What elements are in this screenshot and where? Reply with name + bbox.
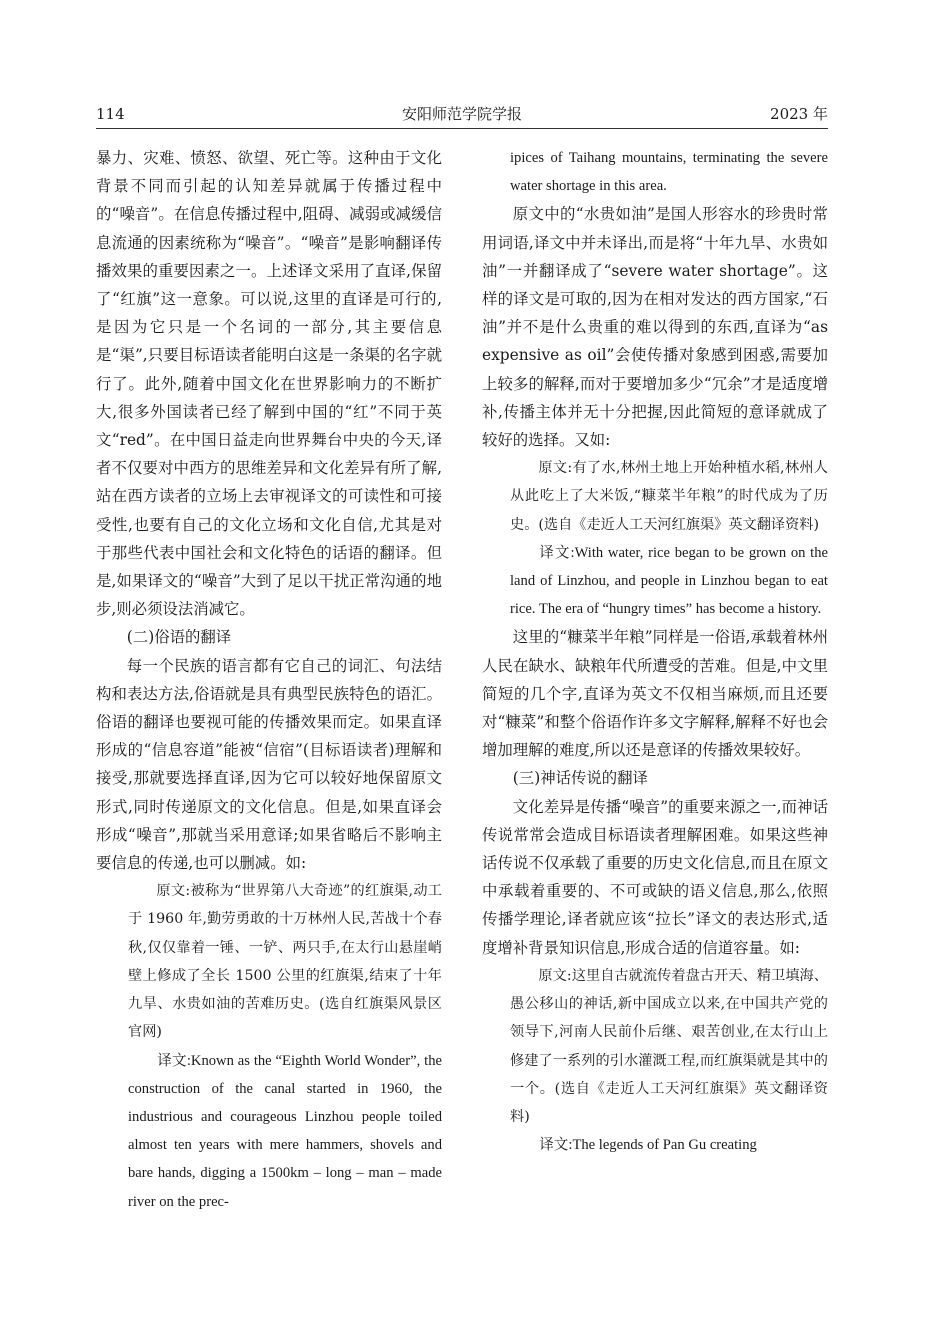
quote-label: 原文: [538, 460, 573, 477]
quote-text: 被称为“世界第八大奇迹”的红旗渠,动工于 1960 年,勤劳勇敢的十万林州人民,苦战十个春秋,仅仅靠着一锤、一铲、两只手,在太行山悬崖峭壁上修成了全长 1500 公里的红旗渠,结束了十年九旱、水贵如油的苦难历史。(选自红旗渠风景区官网) [128, 883, 442, 1041]
header-rule [96, 128, 828, 129]
paragraph: 原文中的“水贵如油”是国人形容水的珍贵时常用词语,译文中并未译出,而是将“十年九旱、水贵如油”一并翻译成了“severe water shortage”。这样的译文是可取的,因为在相对发达的西方国家,“石油”并不是什么贵重的难以得到的东西,直译为“as expensive as oil”会使传播对象感到困惑,需要加上较多的解释,而对于要增加多少“冗余”才是适度增补,传播主体并无十分把握,因此简短的意译就成了较好的选择。又如: [482, 205, 828, 450]
quote-text: 这里自古就流传着盘古开天、精卫填海、愚公移山的神话,新中国成立以来,在中国共产党的领导下,河南人民前仆后继、艰苦创业,在太行山上修建了一系列的引水灌溉工程,而红旗渠就是其中的一个。(选自《走近人工天河红旗渠》英文翻译资料) [510, 967, 828, 1125]
page-number: 114 [96, 105, 125, 123]
translation-quote [510, 539, 828, 624]
section-heading: (三)神话传说的翻译 [512, 769, 648, 788]
running-header [96, 103, 828, 127]
publication-year: 2023 年 [770, 105, 828, 123]
right-column [482, 144, 828, 1159]
quote-text: Known as the “Eighth World Wonder”, the construction of the canal started in 1960, the industrious and courageous Linzhou people toiled almost ten years with mere hammers, shovels and bare hands, digging a 1500km – long – man – made river on the prec- [128, 1052, 442, 1210]
translation-quote-continued: ipices of Taihang mountains, terminating the severe water shortage in this area. [510, 150, 828, 195]
quote-text: The legends of Pan Gu creating [572, 1137, 757, 1154]
quote-label: 译文: [157, 1052, 191, 1069]
section-heading: (二)俗语的翻译 [126, 628, 232, 647]
translation-quote [128, 1047, 442, 1216]
source-quote [510, 454, 828, 539]
paragraph: 文化差异是传播“噪音”的重要来源之一,而神话传说常常会造成目标语读者理解困难。如果这些神话传说不仅承载了重要的历史文化信息,而且在原文中承载着重要的、不可或缺的语义信息,那么,依照传播学理论,译者就应该“拉长”译文的表达形式,适度增补背景知识信息,形成合适的信道容量。如: [482, 797, 828, 957]
quote-text: With water, rice began to be grown on the land of Linzhou, and people in Linzhou began to eat rice. The era of “hungry times” has become a history. [510, 544, 829, 618]
paragraph: 暴力、灾难、愤怒、欲望、死亡等。这种由于文化背景不同而引起的认知差异就属于传播过程中的“噪音”。在信息传播过程中,阻碍、减弱或减缓信息流通的因素统称为“噪音”。“噪音”是影响翻译传播效果的重要因素之一。上述译文采用了直译,保留了“红旗”这一意象。可以说,这里的直译是可行的,是因为它只是一个名词的一部分,其主要信息是“渠”,只要目标语读者能明白这是一条渠的名字就行了。此外,随着中国文化在世界影响力的不断扩大,很多外国读者已经了解到中国的“红”不同于英文“red”。在中国日益走向世界舞台中央的今天,译者不仅要对中西方的思维差异和文化差异有所了解,站在西方读者的立场上去审视译文的可读性和可接受性,也要有自己的文化立场和文化自信,尤其是对于那些代表中国社会和文化特色的话语的翻译。但是,如果译文的“噪音”大到了足以干扰正常沟通的地步,则必须设法消减它。 [96, 149, 442, 619]
quote-text: 有了水,林州土地上开始种植水稻,林州人从此吃上了大米饭,“糠菜半年粮”的时代成为了历史。(选自《走近人工天河红旗渠》英文翻译资料) [510, 460, 828, 533]
quote-label: 原文: [538, 967, 572, 984]
paragraph: 每一个民族的语言都有它自己的词汇、句法结构和表达方法,俗语就是具有典型民族特色的语汇。俗语的翻译也要视可能的传播效果而定。如果直译形成的“信息容道”能被“信宿”(目标语读者)理解和接受,那就要选择直译,因为它可以较好地保留原文形式,同时传递原文的文化信息。但是,如果直译会形成“噪音”,那就当采用意译;如果省略后不影响主要信息的传递,也可以删减。如: [96, 656, 442, 873]
journal-title: 安阳师范学院学报 [401, 105, 522, 123]
quote-label: 译文: [539, 1137, 573, 1154]
quote-label: 译文: [539, 544, 575, 561]
source-quote [128, 877, 442, 1046]
translation-quote [510, 1131, 828, 1159]
quote-label: 原文: [156, 883, 191, 900]
paragraph: 这里的“糠菜半年粮”同样是一俗语,承载着林州人民在缺水、缺粮年代所遭受的苦难。但是,中文里简短的几个字,直译为英文不仅相当麻烦,而且还要对“糠菜”和整个俗语作许多文字解释,解释不好也会增加理解的难度,所以还是意译的传播效果较好。 [482, 628, 828, 760]
source-quote [510, 962, 828, 1131]
left-column [96, 144, 442, 1216]
